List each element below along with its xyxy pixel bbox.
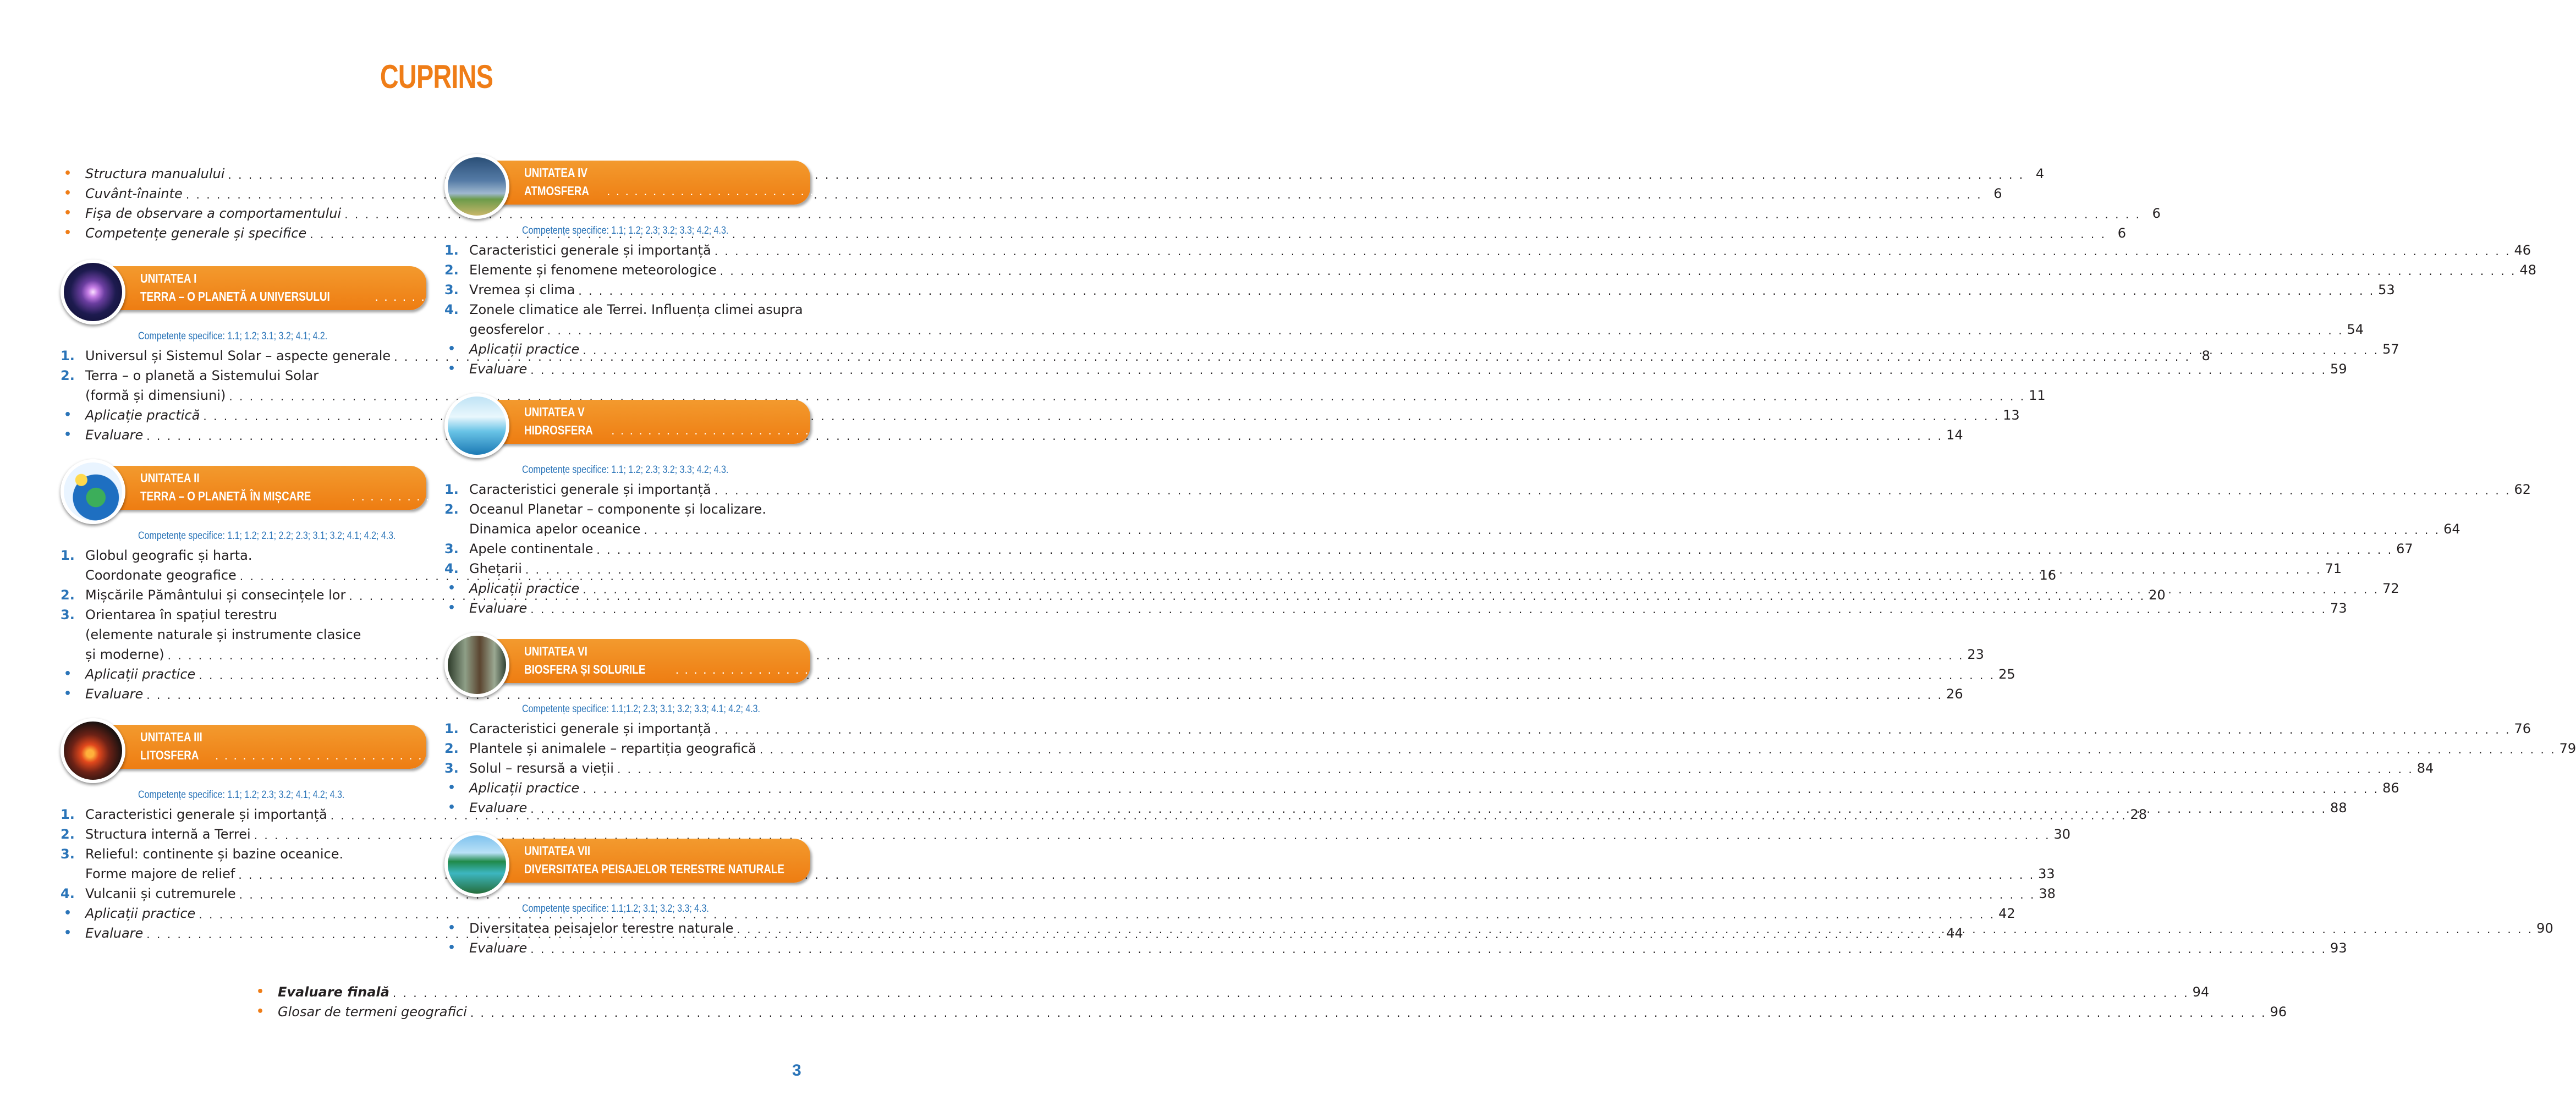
unit-label: UNITATEA III	[140, 730, 202, 744]
entry-number: 3.	[61, 846, 75, 862]
entry-title: Glosar de termeni geografici	[278, 1004, 467, 1020]
entry-title: Orientarea în spațiul terestru	[85, 607, 277, 623]
unit-banner	[497, 639, 1501, 683]
unit-header[interactable]	[444, 632, 1501, 701]
leader-dots	[146, 686, 1943, 704]
entry-page-number: 6	[2152, 206, 2161, 221]
entry-number: 1.	[61, 807, 75, 822]
entry-title: Plantele și animalele – repartiția geografică	[469, 741, 756, 756]
toc-entry[interactable]	[61, 844, 426, 864]
entry-number: 4.	[61, 886, 75, 901]
toc-entry[interactable]	[61, 684, 1963, 704]
entry-page-number: 6	[1993, 186, 2002, 201]
bullet-marker: •	[64, 226, 72, 240]
unit-section	[444, 154, 2536, 379]
entry-title: Evaluare	[469, 940, 528, 956]
bullet-marker: •	[64, 167, 72, 180]
entry-page-number: 20	[2149, 587, 2166, 603]
unit-title: HIDROSFERA	[524, 423, 593, 437]
entry-title: Caracteristici generale și importanță	[469, 482, 711, 497]
entry-page-number: 48	[2519, 262, 2536, 278]
entry-title: Caracteristici generale și importanță	[85, 807, 327, 822]
iceberg-image	[444, 393, 509, 458]
entry-page-number: 62	[2514, 482, 2531, 497]
entry-page-number: 16	[2039, 568, 2057, 583]
entry-number: 1.	[61, 348, 75, 364]
bullet-marker: •	[448, 581, 456, 595]
entry-page-number: 44	[1946, 926, 1963, 941]
bullet-marker: •	[448, 342, 456, 356]
bullet-marker: •	[64, 687, 72, 701]
toc-entry[interactable]	[61, 605, 426, 625]
specific-competences: Competențe specifice: 1.1; 1.2; 2.3; 3.2; 4.1; 4.2; 4.3.	[138, 789, 345, 801]
unit-title-row	[524, 660, 1501, 679]
entry-page-number: 11	[2029, 388, 2046, 403]
toc-entry[interactable]	[444, 938, 2347, 958]
specific-competences: Competențe specifice: 1.1; 1.2; 3.1; 3.2; 4.1; 4.2.	[138, 331, 328, 342]
unit-page-number: 7	[1185, 289, 1193, 304]
entry-title: Aplicații practice	[85, 906, 196, 921]
entry-title: Ghețarii	[469, 561, 522, 576]
toc-entry[interactable]	[61, 884, 2056, 904]
leader-dots	[644, 521, 2440, 539]
unit-page-number: 27	[1026, 748, 1040, 762]
entry-title: Caracteristici generale și importanță	[469, 721, 711, 736]
island-image	[444, 832, 509, 897]
unit-header[interactable]	[444, 393, 1436, 462]
toc-entry[interactable]	[444, 339, 2399, 359]
bullet-marker: •	[64, 926, 72, 940]
entry-title: (elemente naturale și instrumente clasice	[85, 627, 361, 642]
leader-dots	[470, 1004, 2267, 1022]
toc-entry[interactable]	[444, 519, 2460, 539]
entry-page-number: 13	[2003, 407, 2020, 423]
entry-page-number: 64	[2443, 521, 2460, 537]
unit-label: UNITATEA II	[140, 471, 200, 485]
entry-title: Cuvânt-înainte	[85, 186, 183, 201]
entry-page-number: 88	[2330, 800, 2347, 816]
toc-entry[interactable]	[444, 260, 2536, 280]
entry-page-number: 71	[2325, 561, 2342, 576]
unit-title-row	[524, 860, 863, 878]
bullet-marker: •	[64, 408, 72, 422]
entry-page-number: 79	[2559, 741, 2576, 756]
entry-title: Evaluare	[469, 800, 528, 816]
bullet-marker: •	[64, 428, 72, 442]
entry-number: 2.	[61, 587, 75, 603]
entry-title: Aplicații practice	[469, 342, 580, 357]
entry-page-number: 76	[2514, 721, 2531, 736]
entry-page-number: 96	[2270, 1004, 2287, 1020]
leader-dots	[547, 322, 2344, 339]
page-number: 3	[792, 1061, 801, 1080]
bullet-marker: •	[448, 362, 456, 376]
unit-label: UNITATEA IV	[524, 166, 587, 180]
entry-page-number: 14	[1946, 427, 1963, 443]
entry-number: 2.	[61, 827, 75, 842]
specific-competences: Competențe specifice: 1.1;1.2; 3.1; 3.2; 3.3; 4.3.	[522, 903, 709, 915]
entry-page-number: 4	[2035, 166, 2045, 181]
unit-page-number: 61	[1422, 423, 1436, 437]
entry-page-number: 26	[1946, 686, 1963, 702]
entry-title: Zonele climatice ale Terrei. Influența climei asupra	[469, 302, 803, 317]
entry-title: Vulcanii și cutremurele	[85, 886, 236, 901]
unit-page-number: 15	[1162, 489, 1177, 503]
entry-title: (formă și dimensiuni)	[85, 388, 226, 403]
entry-page-number: 54	[2347, 322, 2364, 337]
entry-page-number: 23	[1967, 647, 1984, 662]
entry-page-number: 94	[2192, 984, 2210, 1000]
toc-entry[interactable]	[444, 598, 2347, 618]
bear-image	[444, 632, 509, 697]
bullet-marker: •	[448, 801, 456, 814]
unit-title: TERRA – O PLANETĂ ÎN MIȘCARE	[140, 489, 311, 503]
leader-dots	[715, 721, 2511, 739]
entry-page-number: 8	[2201, 348, 2210, 364]
leader-dots	[530, 361, 2327, 379]
unit-page-number: 75	[1486, 662, 1501, 676]
entry-title: Evaluare	[85, 427, 144, 443]
entry-number: 1.	[61, 548, 75, 563]
entry-title: Fișa de observare a comportamentului	[85, 206, 342, 221]
unit-label: UNITATEA V	[524, 405, 585, 419]
entry-title: Solul – resursă a vieții	[469, 761, 614, 776]
entry-title: Dinamica apelor oceanice	[469, 521, 641, 537]
unit-banner	[497, 839, 863, 883]
entry-number: 2.	[444, 502, 459, 517]
toc-entry[interactable]	[444, 778, 2399, 798]
leader-dots	[607, 182, 1414, 200]
entry-title: Apele continentale	[469, 541, 594, 557]
entry-title: Evaluare	[469, 601, 528, 616]
specific-competences: Competențe specifice: 1.1; 1.2; 2.3; 3.2; 3.3; 4.2; 4.3.	[522, 225, 729, 236]
entry-title: Forme majore de relief	[85, 866, 235, 882]
entry-title: Structura manualului	[85, 166, 225, 181]
entry-page-number: 42	[1998, 906, 2015, 921]
bullet-marker: •	[448, 601, 456, 615]
toc-entry[interactable]	[444, 539, 2413, 559]
unit-title-row	[524, 421, 1436, 439]
leader-dots	[737, 921, 2533, 938]
unit-title: BIOSFERA ȘI SOLURILE	[524, 662, 646, 676]
entry-title: Oceanul Planetar – componente și localizare.	[469, 502, 766, 517]
toc-entry[interactable]	[61, 625, 426, 645]
storm-image	[444, 154, 509, 219]
entry-number: 4.	[444, 302, 459, 317]
entry-title: Structura internă a Terrei	[85, 827, 251, 842]
toc-entry[interactable]	[444, 719, 2531, 739]
entry-title: Competențe generale și specifice	[85, 225, 307, 241]
entry-title: Mișcările Pământului și consecințele lor	[85, 587, 346, 603]
entry-title: Evaluare finală	[278, 984, 389, 1000]
entry-page-number: 93	[2330, 940, 2347, 956]
entry-number: 2.	[61, 368, 75, 383]
entry-title: Coordonate geografice	[85, 568, 237, 583]
leader-dots	[530, 940, 2327, 958]
entry-number: 3.	[444, 541, 459, 557]
entry-page-number: 86	[2382, 780, 2399, 796]
leader-dots	[617, 761, 2414, 778]
entry-page-number: 25	[1998, 667, 2015, 682]
toc-entry[interactable]	[444, 280, 2395, 300]
entry-title: Aplicație practică	[85, 407, 200, 423]
earth-image	[61, 459, 125, 524]
bullet-marker: •	[64, 667, 72, 681]
entry-number: 1.	[444, 243, 459, 258]
leader-dots	[611, 421, 1419, 439]
specific-competences: Competențe specifice: 1.1;1.2; 2.3; 3.1; 3.2; 3.3; 4.1; 4.2; 4.3.	[522, 703, 760, 715]
leader-dots	[578, 282, 2375, 300]
toc-entry[interactable]	[444, 300, 810, 320]
unit-title: LITOSFERA	[140, 748, 199, 762]
leader-dots	[583, 581, 2379, 598]
leader-dots	[675, 660, 1483, 679]
unit-label: UNITATEA VI	[524, 644, 587, 658]
entry-page-number: 84	[2416, 761, 2434, 776]
entry-title: Diversitatea peisajelor terestre naturale	[469, 921, 734, 936]
entry-page-number: 30	[2053, 827, 2070, 842]
entry-title: Evaluare	[469, 361, 528, 377]
unit-title-row	[524, 182, 1432, 200]
entry-number: 3.	[61, 607, 75, 623]
toc-entry[interactable]	[61, 366, 426, 385]
toc-entry[interactable]	[253, 982, 2210, 1002]
specific-competences: Competențe specifice: 1.1; 1.2; 2.1; 2.2; 2.3; 3.1; 3.2; 4.1; 4.2; 4.3.	[138, 530, 396, 542]
toc-entry[interactable]	[253, 1002, 2287, 1022]
entry-page-number: 90	[2536, 921, 2553, 936]
toc-entry[interactable]	[444, 320, 2364, 339]
bullet-marker: •	[256, 985, 265, 999]
entry-page-number: 6	[2117, 225, 2127, 241]
entry-page-number: 28	[2130, 807, 2147, 822]
entry-title: Elemente și fenomene meteorologice	[469, 262, 717, 278]
galaxy-image	[61, 260, 125, 324]
toc-entry[interactable]	[444, 240, 2531, 260]
entry-title: Terra – o planetă a Sistemului Solar	[85, 368, 319, 383]
entry-page-number: 33	[2038, 866, 2055, 882]
entry-page-number: 72	[2382, 581, 2399, 596]
entry-title: Aplicații practice	[85, 667, 196, 682]
entry-title: Universul și Sistemul Solar – aspecte generale	[85, 348, 391, 364]
specific-competences: Competențe specifice: 1.1; 1.2; 2.3; 3.2; 3.3; 4.2; 4.3.	[522, 464, 729, 476]
leader-dots	[720, 262, 2517, 280]
toc-final-entries	[253, 982, 2287, 1022]
unit-header[interactable]	[444, 154, 1432, 223]
toc-entry[interactable]	[61, 203, 2161, 223]
entry-title: geosferelor	[469, 322, 544, 337]
entry-title: Evaluare	[85, 686, 144, 702]
entry-number: 3.	[444, 282, 459, 298]
toc-entry[interactable]	[61, 546, 426, 565]
volcano-image	[61, 718, 125, 783]
entry-page-number: 59	[2330, 361, 2347, 377]
entry-page-number: 67	[2396, 541, 2413, 557]
toc-entry[interactable]	[444, 359, 2347, 379]
leader-dots	[715, 482, 2511, 499]
entry-number: 2.	[444, 741, 459, 756]
unit-label: UNITATEA VII	[524, 844, 591, 858]
page-title: CUPRINS	[380, 58, 493, 95]
unit-title: ATMOSFERA	[524, 184, 590, 198]
bullet-marker: •	[64, 206, 72, 220]
bullet-marker: •	[448, 781, 456, 795]
leader-dots	[583, 342, 2379, 359]
toc-entry[interactable]	[61, 824, 2070, 844]
leader-dots	[715, 243, 2511, 260]
entry-page-number: 38	[2039, 886, 2056, 901]
leader-dots	[583, 780, 2379, 798]
entry-title: Caracteristici generale și importanță	[469, 243, 711, 258]
entry-number: 3.	[444, 761, 459, 776]
entry-page-number: 53	[2378, 282, 2395, 298]
leader-dots	[596, 541, 2393, 559]
entry-title: și moderne)	[85, 647, 164, 662]
entry-title: Evaluare	[85, 926, 144, 941]
unit-title: TERRA – O PLANETĂ A UNIVERSULUI	[140, 289, 330, 304]
unit-banner	[497, 161, 1432, 205]
unit-page-number: 89	[848, 862, 863, 876]
bullet-marker: •	[448, 941, 456, 955]
entry-number: 4.	[444, 561, 459, 576]
toc-entry[interactable]	[444, 499, 810, 519]
leader-dots	[530, 601, 2327, 618]
leader-dots	[760, 741, 2556, 758]
toc-entry[interactable]	[444, 758, 2434, 778]
unit-header[interactable]	[444, 832, 863, 901]
toc-entry[interactable]	[61, 385, 2046, 405]
unit-title: DIVERSITATEA PEISAJELOR TERESTRE NATURALE	[524, 862, 784, 876]
leader-dots	[530, 800, 2327, 818]
entry-title: Globul geografic și harta.	[85, 548, 252, 563]
leader-dots	[525, 561, 2322, 579]
unit-label: UNITATEA I	[140, 271, 197, 285]
bullet-marker: •	[64, 186, 72, 200]
entry-title: Relieful: continente și bazine oceanice.	[85, 846, 344, 862]
bullet-marker: •	[448, 921, 456, 935]
entry-title: Vremea și clima	[469, 282, 575, 298]
entry-title: Aplicații practice	[469, 581, 580, 596]
bullet-marker: •	[256, 1005, 265, 1018]
bullet-marker: •	[64, 906, 72, 920]
entry-page-number: 57	[2382, 342, 2399, 357]
entry-page-number: 46	[2514, 243, 2531, 258]
leader-dots	[393, 984, 2189, 1002]
entry-number: 1.	[444, 721, 459, 736]
entry-number: 1.	[444, 482, 459, 497]
unit-page-number: 45	[1418, 184, 1432, 198]
entry-page-number: 73	[2330, 601, 2347, 616]
unit-banner	[497, 400, 1436, 444]
entry-number: 2.	[444, 262, 459, 278]
entry-title: Aplicații practice	[469, 780, 580, 796]
